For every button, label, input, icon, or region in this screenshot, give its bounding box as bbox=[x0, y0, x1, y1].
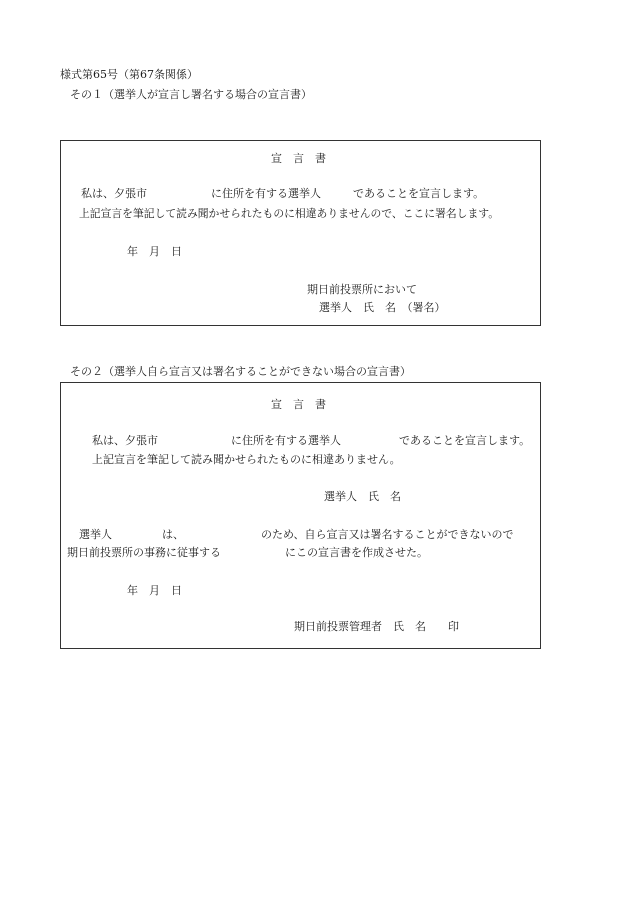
form2-line4-suffix: にこの宣言書を作成させた。 bbox=[285, 546, 428, 559]
form2-line1-middle: に住所を有する選挙人 bbox=[231, 434, 341, 447]
form2-line4-prefix: 期日前投票所の事務に従事する bbox=[67, 546, 221, 559]
form2-line3-prefix: 選挙人 bbox=[79, 528, 112, 541]
form2-box bbox=[60, 382, 541, 649]
form1-box bbox=[60, 140, 541, 326]
form2-line2: 上記宣言を筆記して読み聞かせられたものに相違ありません。 bbox=[92, 453, 401, 466]
form1-title: 宣 言 書 bbox=[271, 152, 326, 165]
form2-date: 年 月 日 bbox=[127, 584, 182, 597]
form2-line1-prefix: 私は、夕張市 bbox=[92, 434, 158, 447]
form1-line1-middle: に住所を有する選挙人 bbox=[211, 187, 321, 200]
form2-caption: その２（選挙人自ら宣言又は署名することができない場合の宣言書） bbox=[70, 365, 411, 378]
form1-line1-suffix: であることを宣言します。 bbox=[353, 187, 485, 200]
form1-place: 期日前投票所において bbox=[307, 283, 417, 296]
form1-caption: その１（選挙人が宣言し署名する場合の宣言書） bbox=[70, 88, 312, 101]
form2-line1-suffix: であることを宣言します。 bbox=[399, 434, 531, 447]
form1-line1-prefix: 私は、夕張市 bbox=[81, 187, 147, 200]
form2-line3-suffix: のため、自ら宣言又は署名することができないので bbox=[261, 528, 514, 541]
form1-signature: 選挙人 氏 名 （署名） bbox=[319, 301, 446, 314]
form1-line2: 上記宣言を筆記して読み聞かせられたものに相違ありませんので、ここに署名します。 bbox=[79, 207, 499, 220]
form2-title: 宣 言 書 bbox=[271, 398, 326, 411]
form2-manager: 期日前投票管理者 氏 名 印 bbox=[294, 620, 459, 633]
form-number: 様式第65号（第67条関係） bbox=[60, 68, 198, 81]
form2-voter-name: 選挙人 氏 名 bbox=[324, 490, 401, 503]
form2-line3-middle: は、 bbox=[162, 528, 184, 541]
form1-date: 年 月 日 bbox=[127, 245, 182, 258]
